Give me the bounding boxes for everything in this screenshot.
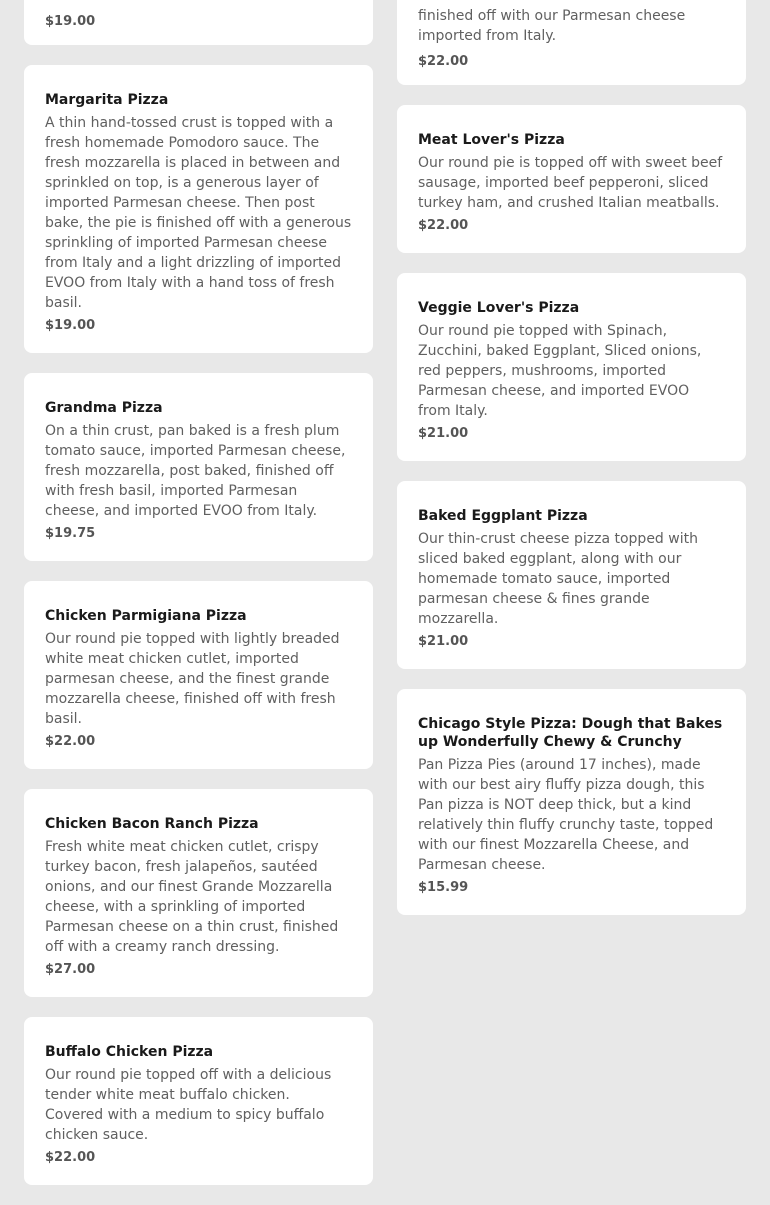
item-description: finished off with our Parmesan cheese imported from Italy. — [418, 8, 686, 44]
item-price: $19.75 — [45, 526, 96, 541]
item-name: Baked Eggplant Pizza — [418, 508, 588, 524]
item-name: Chicago Style Pizza: Dough that Bakes up Wonderfully Chewy & Crunchy — [418, 716, 723, 750]
item-price: $22.00 — [418, 218, 469, 233]
menu-column-right — [397, 0, 746, 935]
item-name: Margarita Pizza — [45, 92, 169, 108]
item-name: Grandma Pizza — [45, 400, 163, 416]
menu-item-card[interactable] — [24, 65, 373, 353]
item-price: $22.00 — [45, 734, 96, 749]
menu-item-card[interactable] — [24, 1017, 373, 1185]
item-price: $15.99 — [418, 880, 469, 895]
item-description: A thin hand-tossed crust is topped with a fresh homemade Pomodoro sauce. The fresh mozzarella is placed in between and sprinkled on top, is a generous layer of imported Parmesan cheese. Then post bake, the pie is finished off with a generous sprinkling of imported Parmesan cheese from Italy and a light drizzling of imported EVOO from Italy with a hand toss of fresh basil. — [45, 115, 352, 311]
item-price: $19.00 — [45, 318, 96, 333]
item-price: $22.00 — [418, 54, 469, 69]
menu-item-card[interactable] — [397, 105, 746, 253]
item-description: On a thin crust, pan baked is a fresh plum tomato sauce, imported Parmesan cheese, fresh mozzarella, post baked, finished off with fresh basil, imported Parmesan cheese, and imported EVOO from Italy. — [45, 423, 346, 519]
item-description: Our round pie is topped off with sweet beef sausage, imported beef pepperoni, sliced turkey ham, and crushed Italian meatballs. — [418, 155, 723, 211]
item-price: $19.00 — [45, 14, 96, 29]
item-name: Meat Lover's Pizza — [418, 132, 565, 148]
item-description: Our round pie topped with lightly breaded white meat chicken cutlet, imported parmesan cheese, and the finest grande mozzarella cheese, finished off with fresh basil. — [45, 631, 340, 727]
menu-item-card[interactable] — [397, 481, 746, 669]
menu-item-card[interactable] — [24, 789, 373, 997]
item-description: Our round pie topped off with a delicious tender white meat buffalo chicken. Covered with a medium to spicy buffalo chicken sauce. — [45, 1067, 332, 1143]
item-price: $27.00 — [45, 962, 96, 977]
menu-item-card[interactable] — [397, 0, 746, 85]
item-price: $21.00 — [418, 634, 469, 649]
item-price: $22.00 — [45, 1150, 96, 1165]
menu-item-card[interactable] — [24, 0, 373, 45]
item-name: Chicken Bacon Ranch Pizza — [45, 816, 259, 832]
item-name: Buffalo Chicken Pizza — [45, 1044, 214, 1060]
menu-item-card[interactable] — [397, 689, 746, 915]
menu-item-card[interactable] — [397, 273, 746, 461]
item-price: $21.00 — [418, 426, 469, 441]
menu-item-card[interactable] — [24, 373, 373, 561]
item-description: Fresh white meat chicken cutlet, crispy turkey bacon, fresh jalapeños, sautéed onions, and our finest Grande Mozzarella cheese, with a sprinkling of imported Parmesan cheese on a thin crust, finished off with a creamy ranch dressing. — [45, 839, 339, 955]
menu-column-left — [24, 0, 373, 1205]
item-name: Chicken Parmigiana Pizza — [45, 608, 247, 624]
item-description: Our round pie topped with Spinach, Zucchini, baked Eggplant, Sliced onions, red peppers, mushrooms, imported Parmesan cheese, and imported EVOO from Italy. — [418, 323, 702, 419]
item-description: Pan Pizza Pies (around 17 inches), made with our best airy fluffy pizza dough, this Pan pizza is NOT deep thick, but a kind relatively thin fluffy crunchy taste, topped with our finest Mozzarella Cheese, and Parmesan cheese. — [418, 757, 714, 873]
item-description: Our thin-crust cheese pizza topped with sliced baked eggplant, along with our homemade tomato sauce, imported parmesan cheese & fines grande mozzarella. — [418, 531, 698, 627]
item-name: Veggie Lover's Pizza — [418, 300, 580, 316]
menu-item-card[interactable] — [24, 581, 373, 769]
